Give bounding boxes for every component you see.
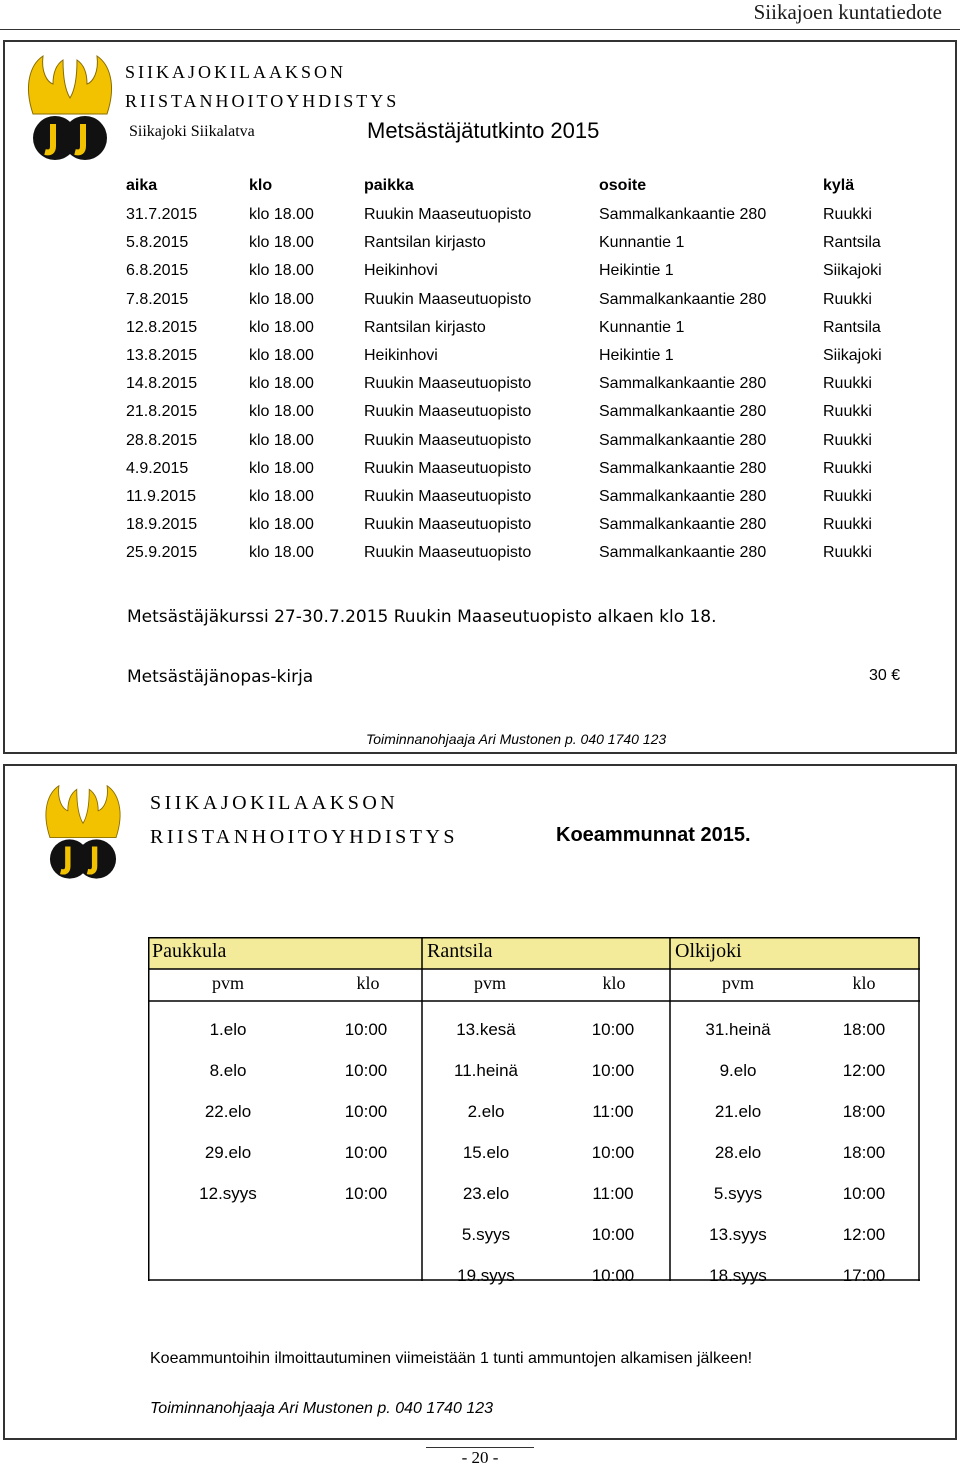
time-cell: 10:00 xyxy=(591,1061,635,1080)
date-cell: 18.syys xyxy=(709,1266,767,1285)
time-cell: klo 18.00 xyxy=(249,347,314,364)
test-shooting-title: Koeammunnat 2015. xyxy=(556,824,751,846)
place-cell: Ruukin Maaseutuopisto xyxy=(364,375,532,393)
time-cell: 10:00 xyxy=(344,1143,388,1162)
subheader-pvm: pvm xyxy=(473,973,506,993)
date-cell: 5.syys xyxy=(713,1184,763,1203)
col-header: klo xyxy=(249,177,273,194)
time-cell: klo 18.00 xyxy=(249,459,314,477)
place-cell: Ruukin Maaseutuopisto xyxy=(364,488,532,505)
address-cell: Sammalkankaantie 280 xyxy=(599,544,767,562)
exam-section xyxy=(3,40,957,754)
col-header: osoite xyxy=(599,177,647,194)
guidebook-price: 30 € xyxy=(869,667,901,684)
test-shooting-rows xyxy=(148,937,920,1285)
address-cell: Sammalkankaantie 280 xyxy=(599,459,767,477)
subheader-klo: klo xyxy=(852,973,876,993)
date-cell: 7.8.2015 xyxy=(126,290,189,308)
test-shooting-table xyxy=(148,937,920,1285)
date-cell: 1.elo xyxy=(209,1020,247,1039)
date-cell: 2.elo xyxy=(467,1102,505,1121)
col-header: aika xyxy=(126,177,158,194)
time-cell: 10:00 xyxy=(842,1184,886,1203)
place-cell: Ruukin Maaseutuopisto xyxy=(364,206,532,223)
date-cell: 28.elo xyxy=(714,1143,762,1162)
publication-title: Siikajoen kuntatiedote xyxy=(753,0,942,24)
guidebook-label: Metsästäjänopas-kirja xyxy=(127,667,314,687)
time-cell: klo 18.00 xyxy=(249,403,314,421)
subheader-klo: klo xyxy=(356,973,380,993)
time-cell: 12:00 xyxy=(842,1225,886,1244)
place-cell: Ruukin Maaseutuopisto xyxy=(364,431,532,449)
time-cell: 11:00 xyxy=(592,1102,634,1121)
time-cell: 12:00 xyxy=(842,1061,886,1080)
address-cell: Sammalkankaantie 280 xyxy=(599,488,767,505)
exam-schedule-table xyxy=(5,42,955,582)
village-cell: Ruukki xyxy=(823,516,872,534)
time-cell: 10:00 xyxy=(344,1184,388,1203)
date-cell: 18.9.2015 xyxy=(126,516,198,534)
time-cell: klo 18.00 xyxy=(249,234,314,252)
place-cell: Rantsilan kirjasto xyxy=(364,318,486,336)
date-cell: 22.elo xyxy=(204,1102,252,1121)
place-cell: Heikinhovi xyxy=(364,347,438,364)
address-cell: Sammalkankaantie 280 xyxy=(599,206,767,223)
time-cell: 10:00 xyxy=(591,1143,635,1162)
date-cell: 15.elo xyxy=(462,1143,510,1162)
date-cell: 14.8.2015 xyxy=(126,375,198,393)
time-cell: 10:00 xyxy=(591,1020,635,1039)
test-shooting-section xyxy=(3,764,957,1440)
time-cell: 10:00 xyxy=(591,1266,635,1285)
time-cell: 10:00 xyxy=(344,1102,388,1121)
date-cell: 21.elo xyxy=(714,1102,762,1121)
course-note: Metsästäjäkurssi 27-30.7.2015 Ruukin Maaseutuopisto alkaen klo 18. xyxy=(127,607,717,627)
place-cell: Heikinhovi xyxy=(364,262,438,280)
date-cell: 12.8.2015 xyxy=(126,318,198,336)
exam-title: Metsästäjätutkinto 2015 xyxy=(367,118,600,143)
place-cell: Ruukin Maaseutuopisto xyxy=(364,459,532,477)
subheader-pvm: pvm xyxy=(211,973,244,993)
date-cell: 11.heinä xyxy=(454,1061,518,1080)
place-cell: Ruukin Maaseutuopisto xyxy=(364,516,532,534)
org-name-line1: SIIKAJOKILAAKSON xyxy=(125,62,346,82)
time-cell: klo 18.00 xyxy=(249,544,314,562)
date-cell: 6.8.2015 xyxy=(126,262,189,280)
village-cell: Ruukki xyxy=(823,375,872,393)
time-cell: 18:00 xyxy=(842,1143,886,1162)
date-cell: 13.kesä xyxy=(456,1020,516,1039)
time-cell: klo 18.00 xyxy=(249,206,314,223)
header-rule xyxy=(0,29,960,30)
village-cell: Ruukki xyxy=(823,544,872,562)
village-cell: Ruukki xyxy=(823,290,872,308)
time-cell: klo 18.00 xyxy=(249,516,314,534)
time-cell: 18:00 xyxy=(842,1020,886,1039)
time-cell: klo 18.00 xyxy=(249,290,314,308)
village-cell: Ruukki xyxy=(823,206,872,223)
address-cell: Sammalkankaantie 280 xyxy=(599,290,767,308)
time-cell: klo 18.00 xyxy=(249,431,314,449)
address-cell: Kunnantie 1 xyxy=(599,234,685,252)
date-cell: 13.syys xyxy=(709,1225,767,1244)
registration-note: Koeammuntoihin ilmoittautuminen viimeistään 1 tunti ammuntojen alkamisen jälkeen! xyxy=(150,1350,753,1367)
date-cell: 13.8.2015 xyxy=(126,347,198,364)
village-cell: Siikajoki xyxy=(823,262,882,280)
date-cell: 11.9.2015 xyxy=(126,488,196,505)
date-cell: 5.8.2015 xyxy=(126,234,189,252)
date-cell: 21.8.2015 xyxy=(126,403,198,421)
place-cell: Ruukin Maaseutuopisto xyxy=(364,544,532,562)
place-header-olkijoki: Olkijoki xyxy=(675,940,742,962)
time-cell: klo 18.00 xyxy=(249,262,314,280)
village-cell: Ruukki xyxy=(823,403,872,421)
org-name-line2: RIISTANHOITOYHDISTYS xyxy=(125,91,400,111)
address-cell: Heikintie 1 xyxy=(599,262,674,280)
time-cell: 17:00 xyxy=(842,1266,886,1285)
date-cell: 25.9.2015 xyxy=(126,544,198,562)
date-cell: 5.syys xyxy=(461,1225,511,1244)
time-cell: klo 18.00 xyxy=(249,488,314,505)
village-cell: Rantsila xyxy=(823,318,881,336)
time-cell: 10:00 xyxy=(591,1225,635,1244)
date-cell: 23.elo xyxy=(462,1184,510,1203)
date-cell: 12.syys xyxy=(199,1184,257,1203)
place-header-rantsila: Rantsila xyxy=(427,940,493,962)
contact-line: Toiminnanohjaaja Ari Mustonen p. 040 1740 123 xyxy=(150,1400,494,1417)
date-cell: 19.syys xyxy=(457,1266,515,1285)
subheader-klo: klo xyxy=(602,973,626,993)
place-cell: Ruukin Maaseutuopisto xyxy=(364,403,532,421)
time-cell: 10:00 xyxy=(344,1020,388,1039)
org-name-line1: SIIKAJOKILAAKSON xyxy=(150,792,399,814)
org-name-line2: RIISTANHOITOYHDISTYS xyxy=(150,826,459,848)
date-cell: 31.7.2015 xyxy=(126,206,198,223)
time-cell: klo 18.00 xyxy=(249,318,314,336)
time-cell: 18:00 xyxy=(842,1102,886,1121)
address-cell: Sammalkankaantie 280 xyxy=(599,403,767,421)
date-cell: 8.elo xyxy=(209,1061,247,1080)
time-cell: 10:00 xyxy=(344,1061,388,1080)
date-cell: 4.9.2015 xyxy=(126,459,189,477)
place-cell: Rantsilan kirjasto xyxy=(364,234,486,252)
time-cell: klo 18.00 xyxy=(249,375,314,393)
address-cell: Kunnantie 1 xyxy=(599,318,685,336)
address-cell: Sammalkankaantie 280 xyxy=(599,516,767,534)
place-header-paukkula: Paukkula xyxy=(152,940,227,962)
col-header: paikka xyxy=(364,177,414,194)
address-cell: Sammalkankaantie 280 xyxy=(599,431,767,449)
page-number: - 20 - xyxy=(461,1448,499,1467)
address-cell: Heikintie 1 xyxy=(599,347,674,364)
association-logo-icon xyxy=(31,784,135,884)
org-subtitle: Siikajoki Siikalatva xyxy=(129,123,255,140)
subheader-pvm: pvm xyxy=(721,973,754,993)
village-cell: Ruukki xyxy=(823,459,872,477)
date-cell: 31.heinä xyxy=(705,1020,771,1039)
address-cell: Sammalkankaantie 280 xyxy=(599,375,767,393)
date-cell: 9.elo xyxy=(719,1061,757,1080)
col-header: kylä xyxy=(823,177,855,194)
contact-line: Toiminnanohjaaja Ari Mustonen p. 040 1740 123 xyxy=(366,731,667,747)
date-cell: 28.8.2015 xyxy=(126,431,198,449)
village-cell: Rantsila xyxy=(823,234,881,252)
village-cell: Ruukki xyxy=(823,431,872,449)
village-cell: Siikajoki xyxy=(823,347,882,364)
place-cell: Ruukin Maaseutuopisto xyxy=(364,290,532,308)
time-cell: 11:00 xyxy=(592,1184,634,1203)
village-cell: Ruukki xyxy=(823,488,872,505)
date-cell: 29.elo xyxy=(204,1143,252,1162)
